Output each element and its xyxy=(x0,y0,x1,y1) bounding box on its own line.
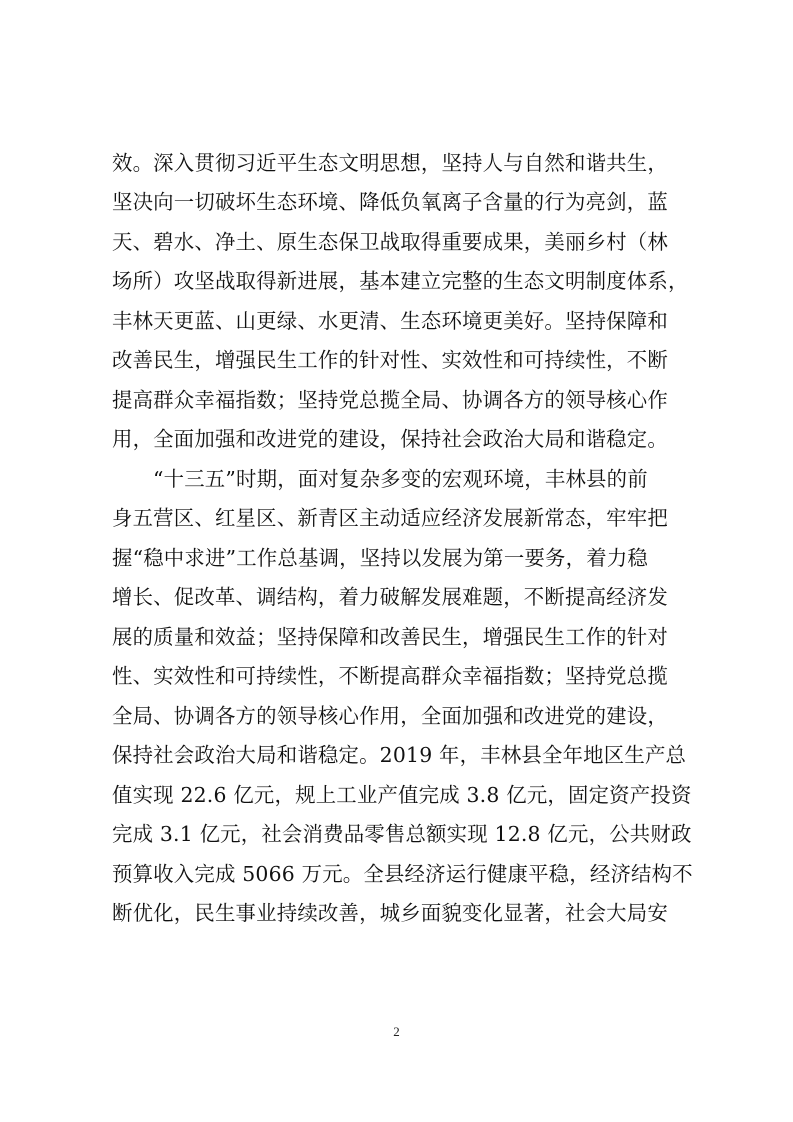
text-line: 保持社会政治大局和谐稳定。2019 年，丰林县全年地区生产总 xyxy=(112,743,687,767)
text-line: 天、碧水、净土、原生态保卫战取得重要成果，美丽乡村（林 xyxy=(112,230,668,254)
text-line: 用，全面加强和改进党的建设，保持社会政治大局和谐稳定。 xyxy=(112,427,668,451)
text-line: 丰林天更蓝、山更绿、水更清、生态环境更美好。坚持保障和 xyxy=(112,309,668,333)
text-line: 效。深入贯彻习近平生态文明思想，坚持人与自然和谐共生， xyxy=(112,151,668,175)
text-line: 改善民生，增强民生工作的针对性、实效性和可持续性，不断 xyxy=(112,348,668,372)
text-line: 提高群众幸福指数；坚持党总揽全局、协调各方的领导核心作 xyxy=(112,388,668,412)
text-line: 值实现 22.6 亿元，规上工业产值完成 3.8 亿元，固定资产投资 xyxy=(112,783,692,807)
text-line: 性、实效性和可持续性，不断提高群众幸福指数；坚持党总揽 xyxy=(112,664,668,688)
page-number: 2 xyxy=(393,1024,400,1039)
text-line: 身五营区、红星区、新青区主动适应经济发展新常态，牢牢把 xyxy=(112,506,668,530)
text-line: 全局、协调各方的领导核心作用，全面加强和改进党的建设， xyxy=(112,704,668,728)
paragraph-first-line: “十三五”时期，面对复杂多变的宏观环境，丰林县的前 xyxy=(153,467,648,491)
text-line: 展的质量和效益；坚持保障和改善民生，增强民生工作的针对 xyxy=(112,625,668,649)
text-line: 场所）攻坚战取得新进展，基本建立完整的生态文明制度体系， xyxy=(112,269,689,293)
text-line: 完成 3.1 亿元，社会消费品零售总额实现 12.8 亿元，公共财政 xyxy=(112,822,692,846)
text-line: 坚决向一切破坏生态环境、降低负氧离子含量的行为亮剑，蓝 xyxy=(112,190,668,214)
text-line: 预算收入完成 5066 万元。全县经济运行健康平稳，经济结构不 xyxy=(112,862,693,886)
text-line: 握“稳中求进”工作总基调，坚持以发展为第一要务，着力稳 xyxy=(112,546,649,570)
text-line: 增长、促改革、调结构，着力破解发展难题，不断提高经济发 xyxy=(112,585,668,609)
text-line: 断优化，民生事业持续改善，城乡面貌变化显著，社会大局安 xyxy=(112,901,668,925)
